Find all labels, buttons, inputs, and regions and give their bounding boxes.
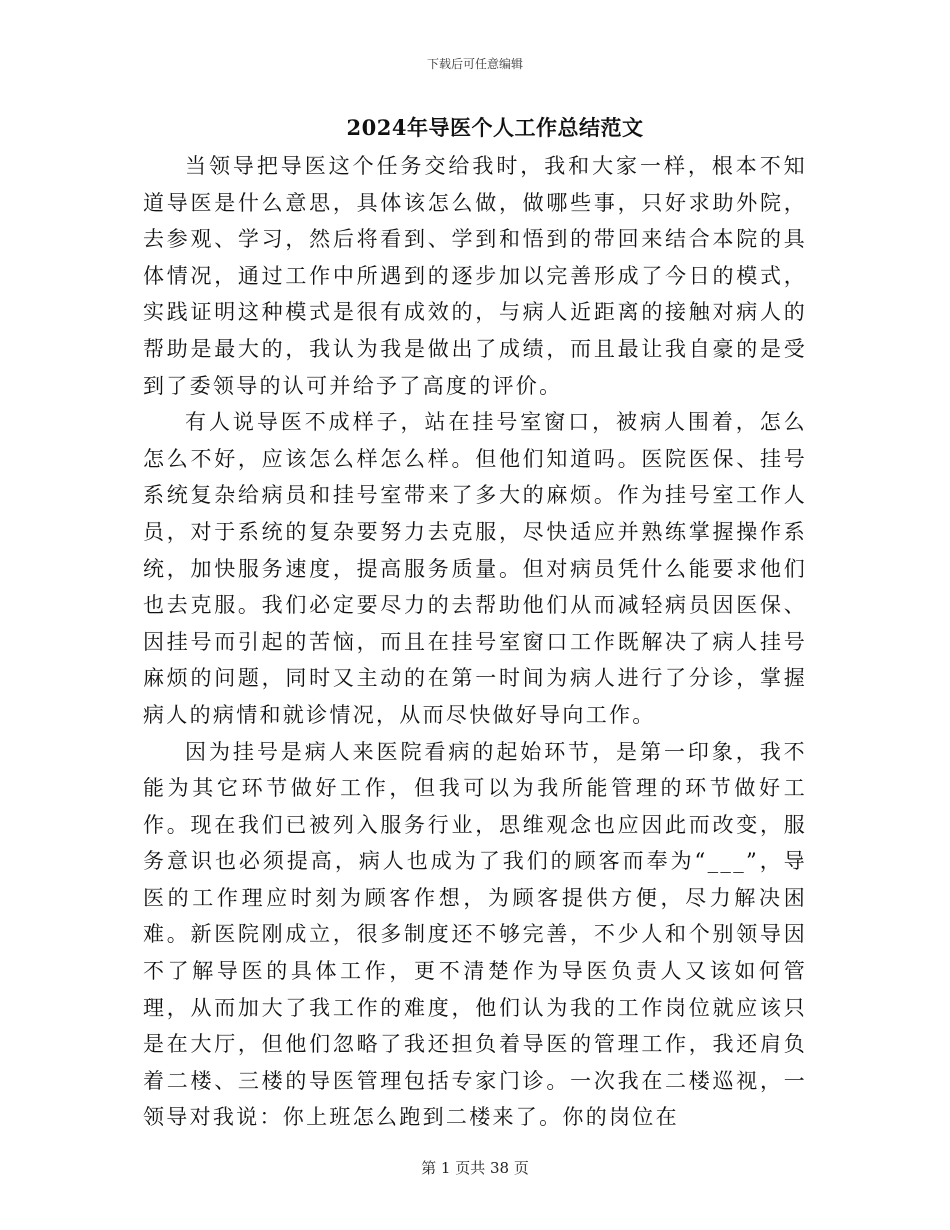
paragraph-1: 当领导把导医这个任务交给我时，我和大家一样，根本不知道导医是什么意思，具体该怎么做，做哪些事，只好求助外院，去参观、学习，然后将看到、学到和悟到的带回来结合本院的具体情况，通过工作中所遇到的逐步加以完善形成了今日的模式，实践证明这种模式是很有成效的，与病人近距离的接触对病人的帮助是最大的，我认为我是做出了成绩，而且最让我自豪的是受到了委领导的认可并给予了高度的评价。 <box>143 154 807 398</box>
document-title: 2024年导医个人工作总结范文 <box>346 115 644 140</box>
header-note: 下载后可任意编辑 <box>426 57 523 71</box>
document-body <box>143 148 807 1136</box>
page-number: 第 1 页共 38 页 <box>421 1159 529 1177</box>
paragraph-3: 因为挂号是病人来医院看病的起始环节，是第一印象，我不能为其它环节做好工作，但我可以为我所能管理的环节做好工作。现在我们已被列入服务行业，思维观念也应因此而改变，服务意识也必须提高，病人也成为了我们的顾客而奉为“___”，导医的工作理应时刻为顾客作想，为顾客提供方便，尽力解决困难。新医院刚成立，很多制度还不够完善，不少人和个别领导因不了解导医的具体工作，更不清楚作为导医负责人又该如何管理，从而加大了我工作的难度，他们认为我的工作岗位就应该只是在大厅，但他们忽略了我还担负着导医的管理工作，我还肩负着二楼、三楼的导医管理包括专家门诊。一次我在二楼巡视，一领导对我说：你上班怎么跑到二楼来了。你的岗位在 <box>143 739 807 1130</box>
paragraph-2: 有人说导医不成样子，站在挂号室窗口，被病人围着，怎么怎么不好，应该怎么样怎么样。但他们知道吗。医院医保、挂号系统复杂给病员和挂号室带来了多大的麻烦。作为挂号室工作人员，对于系统的复杂要努力去克服，尽快适应并熟练掌握操作系统，加快服务速度，提高服务质量。但对病员凭什么能要求他们也去克服。我们必定要尽力的去帮助他们从而减轻病员因医保、因挂号而引起的苦恼，而且在挂号室窗口工作既解决了病人挂号麻烦的问题，同时又主动的在第一时间为病人进行了分诊，掌握病人的病情和就诊情况，从而尽快做好导向工作。 <box>143 410 807 727</box>
